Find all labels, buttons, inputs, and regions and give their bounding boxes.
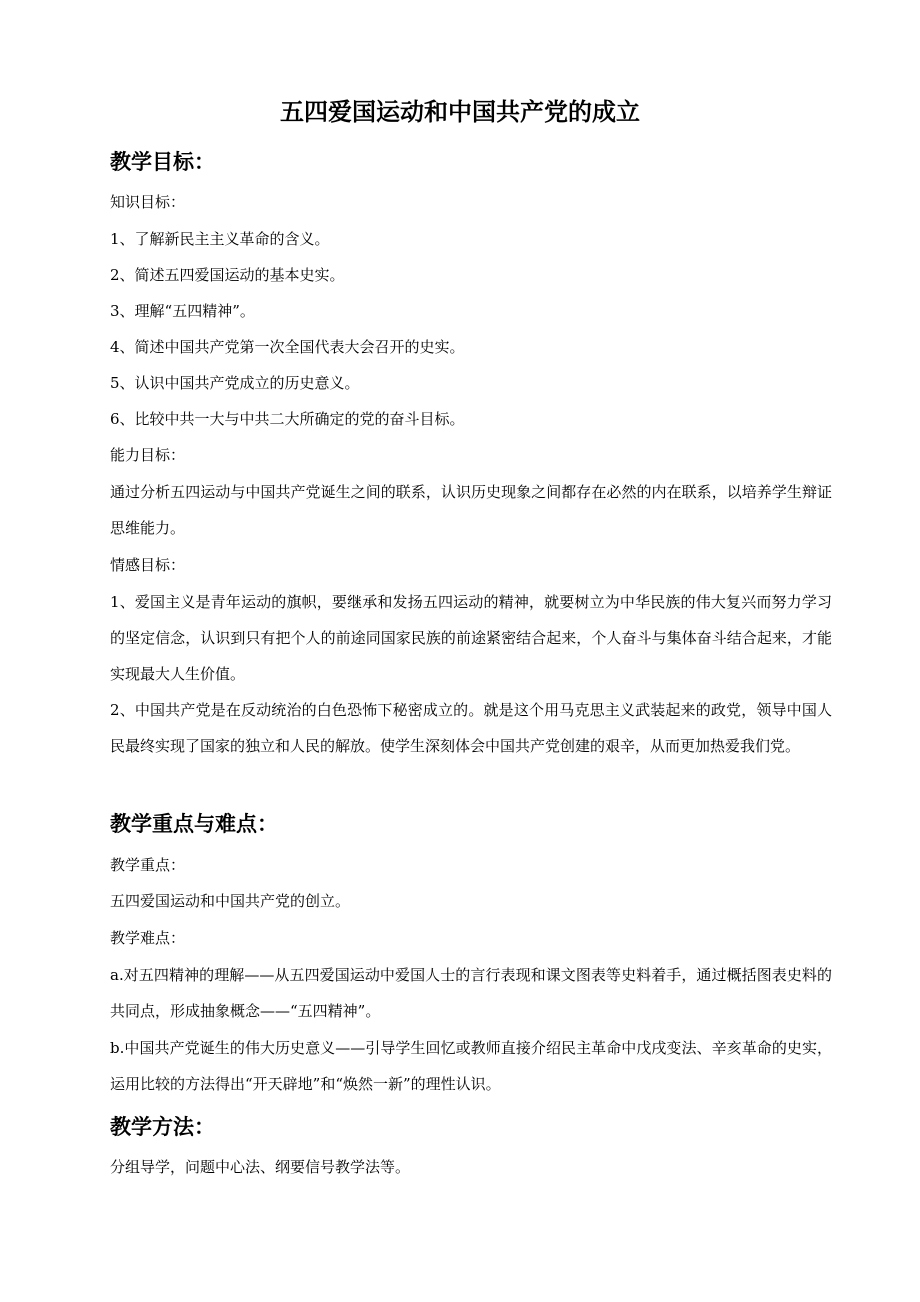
objectives-heading: 教学目标：: [110, 150, 215, 174]
focus-label: 教学重点：: [110, 856, 186, 874]
focus-text: 五四爱国运动和中国共产党的创立。: [110, 892, 351, 910]
emotion-item: 1、爱国主义是青年运动的旗帜，要继承和发扬五四运动的精神，就要树立为中华民族的伟大复兴而努力学习的坚定信念，认识到只有把个人的前途同国家民族的前途紧密结合起来，个人奋斗与集体奋斗结合起来，才能实现最大人生价值。: [110, 593, 832, 683]
key-points-heading: 教学重点与难点：: [110, 812, 278, 836]
knowledge-item: 4、简述中国共产党第一次全国代表大会召开的史实。: [110, 338, 465, 356]
knowledge-item: 6、比较中共一大与中共二大所确定的党的奋斗目标。: [110, 410, 465, 428]
methods-heading: 教学方法：: [110, 1115, 215, 1139]
knowledge-item: 3、理解“五四精神”。: [110, 302, 255, 320]
methods-text: 分组导学，问题中心法、纲要信号教学法等。: [110, 1158, 411, 1176]
emotion-label: 情感目标：: [110, 556, 186, 574]
document-title: 五四爱国运动和中国共产党的成立: [280, 98, 640, 126]
knowledge-item: 5、认识中国共产党成立的历史意义。: [110, 374, 360, 392]
ability-text: 通过分析五四运动与中国共产党诞生之间的联系，认识历史现象之间都存在必然的内在联系，以培养学生辩证思维能力。: [110, 483, 832, 537]
difficulty-item: b.中国共产党诞生的伟大历史意义——引导学生回忆或教师直接介绍民主革命中戊戌变法、辛亥革命的史实，运用比较的方法得出“开天辟地”和“焕然一新”的理性认识。: [110, 1039, 832, 1093]
difficulty-item: a.对五四精神的理解——从五四爱国运动中爱国人士的言行表现和课文图表等史料着手，通过概括图表史料的共同点，形成抽象概念——“五四精神”。: [110, 966, 832, 1020]
ability-label: 能力目标：: [110, 446, 186, 464]
knowledge-item: 1、了解新民主主义革命的含义。: [110, 230, 330, 248]
knowledge-item: 2、简述五四爱国运动的基本史实。: [110, 266, 345, 284]
emotion-item: 2、中国共产党是在反动统治的白色恐怖下秘密成立的。就是这个用马克思主义武装起来的政党，领导中国人民最终实现了国家的独立和人民的解放。使学生深刻体会中国共产党创建的艰辛，从而更加热爱我们党。: [110, 701, 832, 755]
difficulty-label: 教学难点：: [110, 929, 186, 947]
knowledge-label: 知识目标：: [110, 193, 186, 211]
